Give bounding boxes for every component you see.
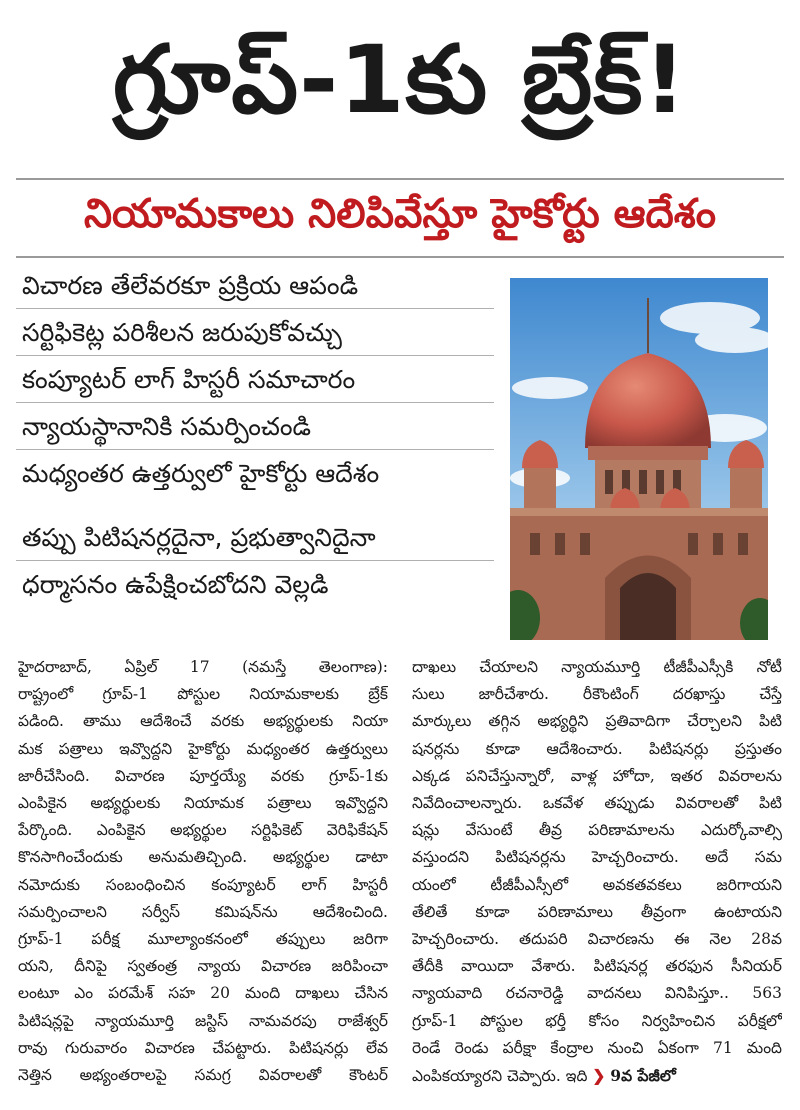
body-text-line: ఎంపికైన అభ్యర్థులకు నియామక పత్రాలు ఇవ్వొద్దని xyxy=(18,794,388,813)
body-text-line: దాఖలు చేయాలని న్యాయమూర్తి టీజీపీఎస్సీకి నోటీ xyxy=(412,658,782,676)
body-text-line: న్యాయవాది రచనారెడ్డి వాదనలు వినిపిస్తూ.. 563 xyxy=(412,984,782,1003)
body-text-line: మక పత్రాలు ఇవ్వొద్దని హైకోర్టు మధ్యంతర ఉత్తర్వులు xyxy=(18,739,388,758)
body-text-line: రావు గురువారం విచారణ చేపట్టారు. పిటిషనర్లు లేవ xyxy=(18,1038,388,1057)
subheadline-divider xyxy=(16,256,784,258)
body-text-line: నివేదించాలన్నారు. ఒకవేళ తప్పుడు వివరాలతో పిటి xyxy=(412,794,782,813)
body-text-line: తేదీకి వాయిదా వేశారు. పిటిషనర్ల తరఫున సీనియర్‌ xyxy=(412,957,782,976)
body-text-line: షనర్లను కూడా ఆదేశించారు. పిటిషనర్లు ప్రస్తుతం xyxy=(412,739,782,758)
highlight-line: విచారణ తేలేవరకూ ప్రక్రియ ఆపండి xyxy=(22,270,359,300)
body-text-line: రాష్ట్రంలో గ్రూప్‌-1 పోస్టుల నియామకాలకు బ్రేక్‌ xyxy=(18,685,388,704)
body-text-line: గ్రూప్‌-1 పోస్టుల భర్తీ కోసం నిర్వహించిన పరీక్షలో xyxy=(412,1011,782,1030)
headline-divider xyxy=(16,178,784,180)
subheadline: నియామకాలు నిలిపివేస్తూ హైకోర్టు ఆదేశం xyxy=(83,191,717,237)
body-text-line: నెత్తిన అభ్యంతరాలపై సమగ్ర వివరాలతో కౌంటర్‌ xyxy=(18,1066,388,1085)
body-text-line: నమోదుకు సంబంధించిన కంప్యూటర్‌ లాగ్‌ హిస్టరీ xyxy=(18,875,388,894)
body-text-line: లంటూ ఎం పరమేశ్‌ సహ 20 మంది దాఖలు చేసిన xyxy=(18,984,388,1003)
article-body-right-column xyxy=(412,654,782,1090)
body-text-line: సులు జారీచేశారు. రీకౌంటింగ్‌ దరఖాస్తు చేస్తే xyxy=(412,685,782,704)
body-text-line: ఎక్కడ పనిచేస్తున్నారో, వాళ్ల హోదా, ఇతర వివరాలను xyxy=(412,766,782,785)
body-text-line: పిటిషన్లపై న్యాయమూర్తి జస్టిస్‌ నామవరపు రాజేశ్వర్‌ xyxy=(18,1011,388,1030)
continuation-link[interactable]: 9వ పేజీలో xyxy=(610,1066,676,1086)
high-court-building-illustration xyxy=(510,278,768,640)
body-text-line: పేర్కొంది. ఎంపికైన అభ్యర్థుల సర్టిఫికెట్‌ వెరిఫికేషన్‌ xyxy=(18,821,388,840)
body-text-line: పడింది. తాము ఆదేశించే వరకు అభ్యర్థులకు నియా xyxy=(18,712,388,731)
continuation-arrow-icon: ❯ xyxy=(592,1066,606,1086)
highlight-line: మధ్యంతర ఉత్తర్వులో హైకోర్టు ఆదేశం xyxy=(22,458,380,488)
body-text-line: రెండే రెండు పరీక్షా కేంద్రాల నుంచి ఏకంగా 71 మంది xyxy=(412,1038,782,1057)
body-text-line: షన్లు వేసుంటే తీవ్ర పరిణామాలను ఎదుర్కోవాల్సి xyxy=(412,821,782,840)
body-text-line: కొనసాగించేందుకు అనుమతిచ్చింది. అభ్యర్థుల డాటా xyxy=(18,848,388,867)
body-text-line-last xyxy=(412,1062,782,1090)
highlights-box xyxy=(16,262,496,607)
body-text-line: సమర్పించాలని సర్వీస్‌ కమిషన్‌ను ఆదేశించింది. xyxy=(18,902,388,921)
highlight-line: తప్పు పిటిషనర్లదైనా, ప్రభుత్వానిదైనా xyxy=(22,522,376,552)
body-text-line: తేలితే కూడా పరిణామాలు తీవ్రంగా ఉంటాయని xyxy=(412,902,782,921)
body-text-line: గ్రూప్‌-1 పరీక్ష మూల్యాంకనంలో తప్పులు జరిగా xyxy=(18,930,388,949)
highlight-line: న్యాయస్థానానికి సమర్పించండి xyxy=(22,411,312,441)
body-text-line: వస్తుందని పిటిషనర్లను హెచ్చరించారు. అదే సమ xyxy=(412,848,782,867)
body-text-line: హెచ్చరించారు. తదుపరి విచారణను ఈ నెల 28వ xyxy=(412,930,782,949)
body-text-line-text: ఎంపికయ్యారని చెప్పారు. ఇది xyxy=(412,1067,588,1086)
highlight-line: సర్టిఫికెట్ల పరిశీలన జరుపుకోవచ్చు xyxy=(22,317,342,347)
body-text-line: యంలో టీజీపీఎస్సీలో అవకతవకలు జరిగాయని xyxy=(412,875,782,894)
body-text-line: జారీచేసింది. విచారణ పూర్తయ్యే వరకు గ్రూప్‌-1కు xyxy=(18,766,388,785)
article-body-left-column xyxy=(18,654,388,1089)
highlight-line: ధర్మాసనం ఉపేక్షించబోదని వెల్లడి xyxy=(22,569,329,599)
headline: గ్రూప్‌-1కు బ్రేక్‌! xyxy=(112,26,688,135)
high-court-building-photo xyxy=(510,278,768,640)
body-text-line: మార్కులు తగ్గిన అభ్యర్థిని ప్రతివాదిగా చేర్చాలని పిటి xyxy=(412,712,782,731)
highlight-line: కంప్యూటర్‌ లాగ్‌ హిస్టరీ సమాచారం xyxy=(22,364,356,394)
body-text-line: హైదరాబాద్‌, ఏప్రిల్‌ 17 (నమస్తే తెలంగాణ): xyxy=(18,658,388,676)
body-text-line: యని, దీనిపై స్వతంత్ర న్యాయ విచారణ జరిపించా xyxy=(18,957,388,976)
